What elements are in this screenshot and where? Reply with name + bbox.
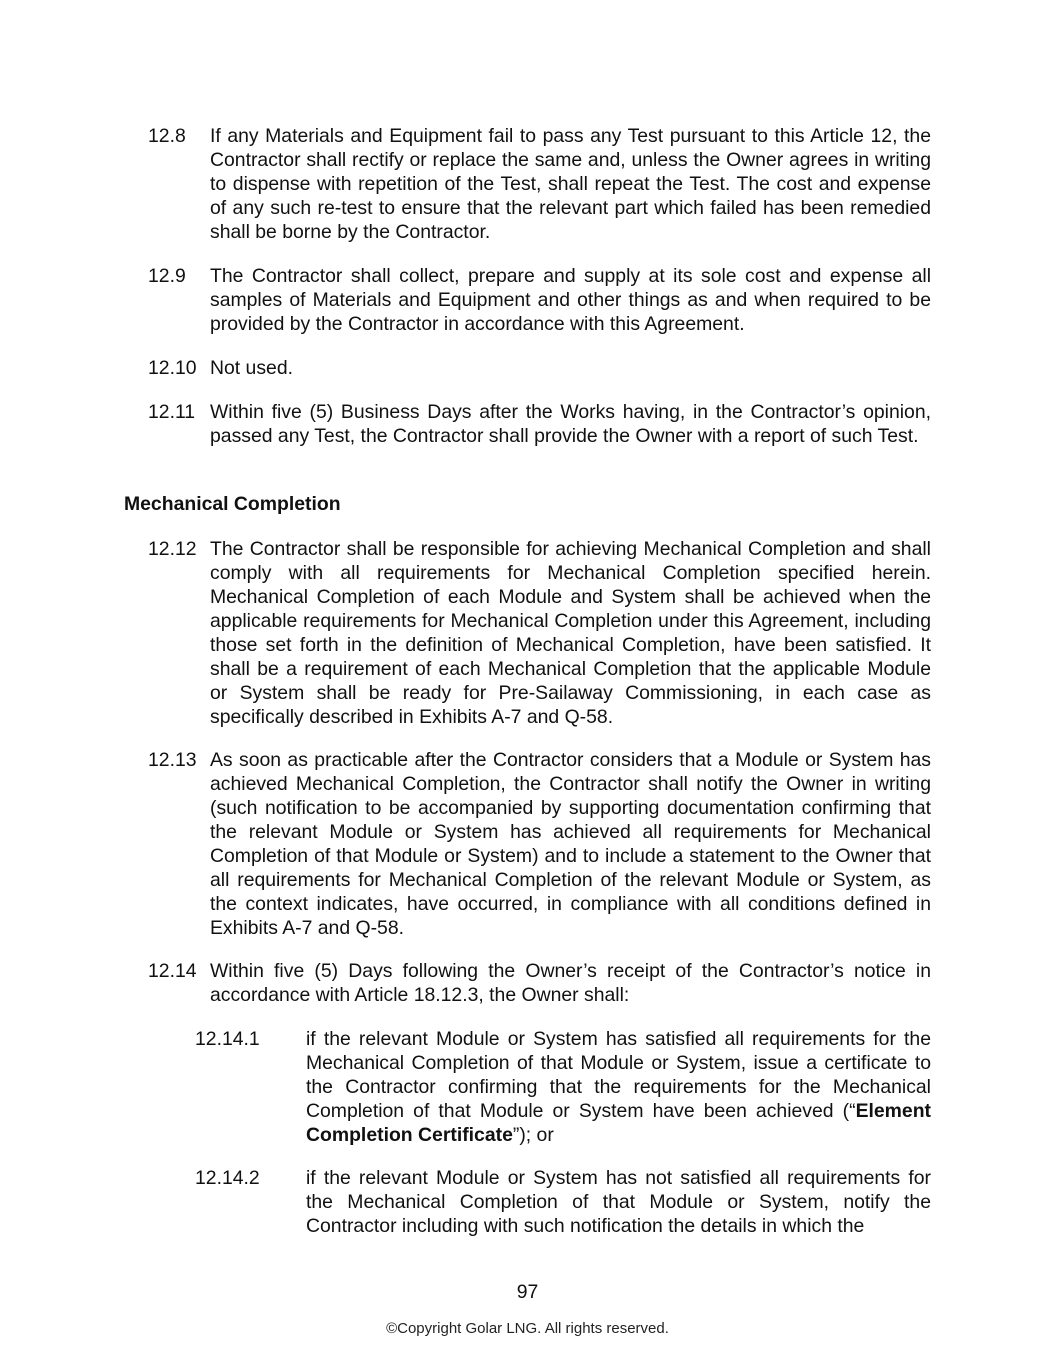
clause-12-8: [148, 124, 931, 244]
clause-12-14: [148, 959, 931, 1007]
clause-number: 12.8: [148, 125, 186, 147]
clause-text-before: if the relevant Module or System has satisfied all requirements for the Mechanical Completion of that Module or System, issue a certificate to the Contractor confirming that the requirements for the Mechanical Completion of that Module or System have been achieved (“: [306, 1028, 931, 1122]
clause-number: 12.14.2: [195, 1167, 260, 1189]
clause-text: Within five (5) Business Days after the Works having, in the Contractor’s opinion, passed any Test, the Contractor shall provide the Owner with a report of such Test.: [210, 401, 931, 447]
clause-number: 12.14: [148, 960, 197, 982]
clause-12-12: [148, 537, 931, 729]
page-number: 97: [516, 1281, 539, 1303]
defined-term: Element Completion Certificate: [306, 1100, 931, 1146]
clause-text-after: ”); or: [512, 1124, 554, 1146]
clause-text: The Contractor shall be responsible for achieving Mechanical Completion and shall comply with all requirements for Mechanical Completion specified herein. Mechanical Completion of each Module and System shall be achieved when the applicable requirements for Mechanical Completion under this Agreement, including those set forth in the definition of Mechanical Completion, have been satisfied. It shall be a requirement of each Mechanical Completion that the applicable Module or System shall be ready for Pre-Sailaway Commissioning, in each case as specifically described in Exhibits A-7 and Q-58.: [210, 538, 931, 728]
clause-text: If any Materials and Equipment fail to pass any Test pursuant to this Article 12, the Contractor shall rectify or replace the same and, unless the Owner agrees in writing to dispense with repetition of the Test, shall repeat the Test. The cost and expense of any such re-test to ensure that the relevant part which failed has been remedied shall be borne by the Contractor.: [210, 125, 931, 243]
copyright-notice: ©Copyright Golar LNG. All rights reserved.: [386, 1320, 669, 1337]
clause-text: Within five (5) Days following the Owner’s receipt of the Contractor’s notice in accordance with Article 18.12.3, the Owner shall:: [210, 960, 931, 1006]
clause-number: 12.10: [148, 357, 197, 379]
clause-number: 12.14.1: [195, 1028, 260, 1050]
clause-number: 12.13: [148, 749, 197, 771]
clause-12-11: [148, 400, 931, 448]
clause-text: As soon as practicable after the Contractor considers that a Module or System has achieved Mechanical Completion, the Contractor shall notify the Owner in writing (such notification to be accompanied by supporting documentation confirming that the relevant Module or System has achieved all requirements for Mechanical Completion of that Module or System) and to include a statement to the Owner that all requirements for Mechanical Completion of the relevant Module or System, as the context indicates, have occurred, in compliance with all conditions defined in Exhibits A-7 and Q-58.: [210, 749, 931, 939]
clause-number: 12.9: [148, 265, 186, 287]
clause-12-14-2: [195, 1166, 931, 1238]
clause-text: [306, 1027, 931, 1147]
clause-number: 12.12: [148, 538, 197, 560]
clause-12-9: [148, 264, 931, 336]
clause-12-13: [148, 748, 931, 940]
clause-text: if the relevant Module or System has not satisfied all requirements for the Mechanical Completion of that Module or System, notify the Contractor including with such notification the details in which the: [306, 1167, 931, 1237]
clause-number: 12.11: [148, 401, 196, 423]
clause-text: Not used.: [210, 357, 293, 379]
clause-text: The Contractor shall collect, prepare and supply at its sole cost and expense all samples of Materials and Equipment and other things as and when required to be provided by the Contractor in accordance with this Agreement.: [210, 265, 931, 335]
clause-12-10: [148, 356, 931, 380]
clause-12-14-1: [195, 1027, 931, 1147]
section-heading: Mechanical Completion: [124, 493, 341, 515]
